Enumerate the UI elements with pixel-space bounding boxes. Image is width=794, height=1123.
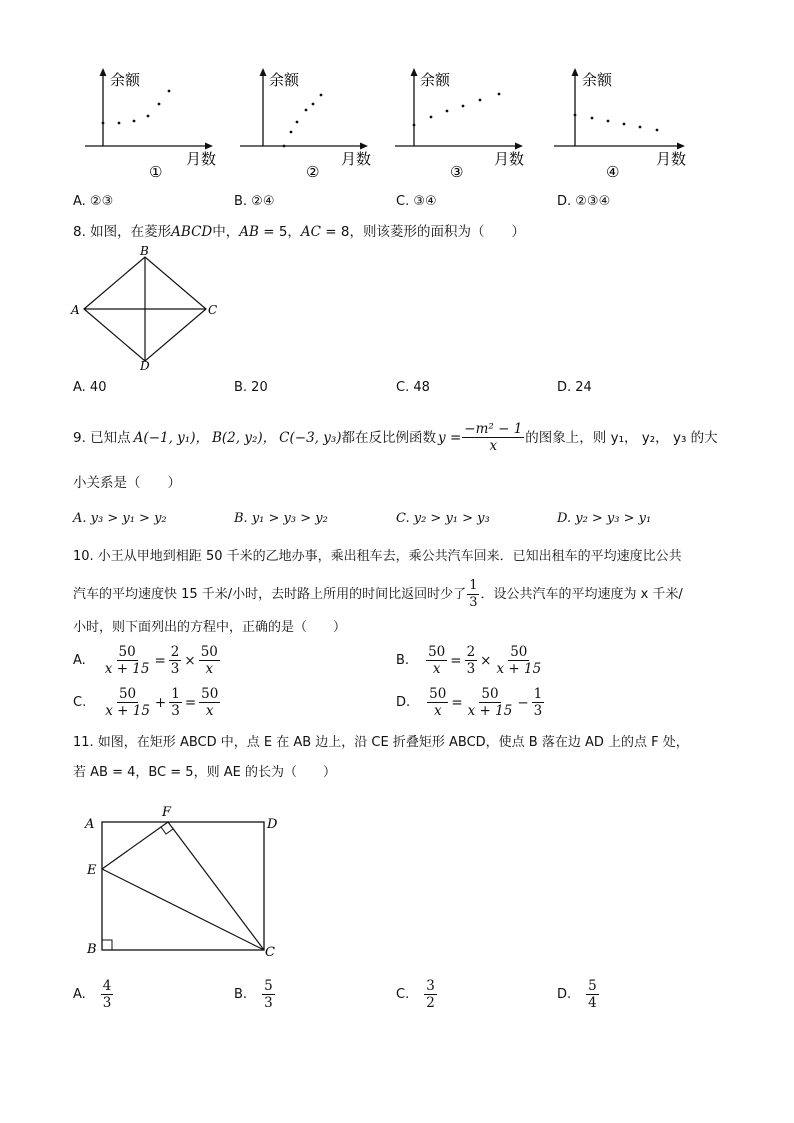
graph-3-xaxis-label: 月数: [494, 150, 525, 168]
q8-option-d[interactable]: D. 24: [557, 380, 592, 395]
q9-option-c[interactable]: C. y₂ > y₁ > y₃: [396, 511, 490, 526]
graph-1: [85, 68, 216, 181]
q11-rectangle-figure: [78, 800, 288, 965]
q10-stem-line2: 汽车的平均速度快 15 千米/小时，去时路上所用的时间比返回时少了 $\frac{1}{3}$ ．设公共汽车的平均速度为 x 千米/: [73, 578, 683, 610]
q9-stem-line1: 9. 已知点 A(−1, y₁)， B(2, y₂)， C(−3, y₃) 都在反比例函数 y = $\frac{\text{−m² − 1}}{x}$ 的图象上，则 y₁， y₂， y₃ 的大: [73, 421, 718, 454]
graph-3-label: ③: [450, 163, 464, 181]
q11-vertex-c: C: [265, 945, 275, 960]
q10-fraction-one-third: $\frac{1}{3}$: [469, 578, 478, 610]
graph-4-yaxis-label: 余额: [582, 71, 613, 89]
graph-2: [240, 68, 371, 181]
q11-option-b[interactable]: B. $\frac{5}{3}$: [234, 978, 273, 1011]
q8-vertex-b: B: [140, 246, 149, 258]
graph-1-yaxis-label: 余额: [110, 71, 141, 89]
q9-option-b[interactable]: B. y₁ > y₃ > y₂: [234, 511, 328, 526]
q10-option-c[interactable]: C. $\frac{50}{x + 15}$ + $\frac{1}{3}$ = $\frac{50}{x}$: [73, 686, 219, 719]
q9-option-a[interactable]: A. y₃ > y₁ > y₂: [73, 511, 167, 526]
graph-4-xaxis-label: 月数: [656, 150, 687, 168]
q9-function-fraction: $\frac{\text{−m² − 1}}{x}$: [464, 421, 523, 454]
q9-stem-line2: 小关系是（ ）: [73, 475, 181, 491]
q10-stem-line1: 10. 小王从甲地到相距 50 千米的乙地办事，乘出租车去，乘公共汽车回来．已知出租车的平均速度比公共: [73, 549, 682, 564]
q9-option-d[interactable]: D. y₂ > y₃ > y₁: [557, 511, 652, 526]
q11-option-d[interactable]: D. $\frac{5}{4}$: [557, 978, 597, 1011]
q8-option-b[interactable]: B. 20: [234, 380, 268, 395]
q8-option-c[interactable]: C. 48: [396, 380, 430, 395]
q11-stem-line1: 11. 如图，在矩形 ABCD 中，点 E 在 AB 边上，沿 CE 折叠矩形 ABCD，使点 B 落在边 AD 上的点 F 处，: [73, 735, 689, 750]
q10-option-a[interactable]: A. $\frac{50}{x + 15}$ = $\frac{2}{3}$ × $\frac{50}{x}$: [73, 644, 218, 677]
q10-stem-line3: 小时，则下面列出的方程中，正确的是（ ）: [73, 620, 347, 635]
q11-stem-line2: 若 AB = 4，BC = 5，则 AE 的长为（ ）: [73, 765, 336, 780]
q11-vertex-d: D: [267, 817, 278, 832]
q8-stem: 8. 如图，在菱形ABCD中，AB = 5，AC = 8，则该菱形的面积为（ ）: [73, 224, 525, 240]
q7-option-c[interactable]: C. ③④: [396, 194, 437, 209]
q11-option-c[interactable]: C. $\frac{3}{2}$: [396, 978, 435, 1011]
q8-rhombus-figure: [68, 246, 228, 372]
q11-vertex-f: F: [162, 805, 172, 820]
q7-option-b[interactable]: B. ②④: [234, 194, 275, 209]
q11-vertex-e: E: [87, 863, 97, 878]
q11-vertex-b: B: [87, 942, 97, 957]
graph-1-label: ①: [149, 163, 163, 181]
graph-3-yaxis-label: 余额: [420, 71, 451, 89]
q7-graphs: [0, 60, 794, 185]
q8-option-a[interactable]: A. 40: [73, 380, 107, 395]
q10-option-b[interactable]: B. $\frac{50}{x}$ = $\frac{2}{3}$ × $\frac{50}{x + 15}$: [396, 644, 542, 677]
q7-option-a[interactable]: A. ②③: [73, 194, 114, 209]
q8-vertex-a: A: [71, 303, 80, 317]
graph-2-label: ②: [306, 163, 320, 181]
graph-3: [395, 68, 524, 181]
graph-2-xaxis-label: 月数: [341, 150, 372, 168]
q11-option-a[interactable]: A. $\frac{4}{3}$: [73, 978, 112, 1011]
q8-vertex-d: D: [140, 359, 150, 372]
graph-1-xaxis-label: 月数: [186, 150, 217, 168]
graph-2-yaxis-label: 余额: [269, 71, 300, 89]
q10-option-d[interactable]: D. $\frac{50}{x}$ = $\frac{50}{x + 15}$ − $\frac{1}{3}$: [396, 686, 543, 719]
q11-vertex-a: A: [85, 817, 95, 832]
q7-option-d[interactable]: D. ②③④: [557, 194, 611, 209]
q8-vertex-c: C: [208, 303, 218, 317]
graph-4: [554, 68, 686, 181]
graph-4-label: ④: [606, 163, 620, 181]
